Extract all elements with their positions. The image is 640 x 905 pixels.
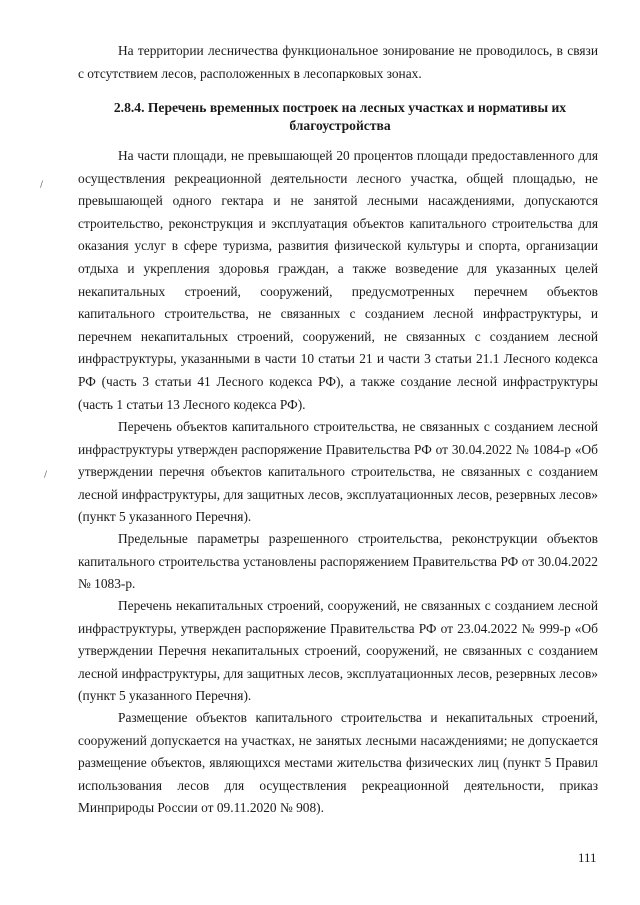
section-heading: 2.8.4. Перечень временных построек на лесных участках и нормативы их благоустройства: [113, 100, 567, 133]
paragraph-placement-rules: Размещение объектов капитального строительства и некапитальных строений, сооружений допускается на участках, не занятых лесными насаждениями; не допускается размещение объектов, являющихся местами жительства физических лиц (пункт 5 Правил использования лесов для осуществления рекреационной деятельности, приказ Минприроды России от 09.11.2020 № 908).: [78, 710, 598, 816]
page-number: 111: [578, 850, 597, 865]
paragraph-noncapital-structures-list: Перечень некапитальных строений, сооружений, не связанных с созданием лесной инфраструктуры, утвержден распоряжение Правительства РФ от 23.04.2022 № 999-р «Об утверждении Перечня некапитальных строений, сооружений, не связанных с созданием лесной инфраструктуры, для защитных лесов, эксплуатационных лесов, резервных лесов» (пункт 5 указанного Перечня).: [78, 598, 598, 704]
paragraph-recreational-construction: На части площади, не превышающей 20 процентов площади предоставленного для осуществления рекреационной деятельности лесного участка, общей площадью, не превышающей одного гектара и не занятой лесными насаждениями, допускаются строительство, реконструкция и эксплуатация объектов капитального строительства для оказания услуг в сфере туризма, развития физической культуры и спорта, организации отдыха и укрепления здоровья граждан, а также возведение для указанных целей некапитальных строений, сооружений, предусмотренных перечнем объектов капитального строительства, не связанных с созданием лесной инфраструктуры, и перечнем некапитальных строений, сооружений, не связанных с созданием лесной инфраструктуры, указанными в части 10 статьи 21 и части 3 статьи 21.1 Лесного кодекса РФ (часть 3 статьи 41 Лесного кодекса РФ), а также создание лесной инфраструктуры (часть 1 статьи 13 Лесного кодекса РФ).: [78, 148, 598, 412]
scan-artifact-mark: /: [40, 180, 44, 190]
intro-paragraph: На территории лесничества функциональное зонирование не проводилось, в связи с отсутствием лесов, расположенных в лесопарковых зонах.: [78, 43, 598, 81]
scan-artifact-mark: /: [44, 470, 48, 480]
paragraph-capital-objects-list: Перечень объектов капитального строительства, не связанных с созданием лесной инфраструктуры утвержден распоряжение Правительства РФ от 30.04.2022 № 1084-р «Об утверждении перечня объектов капитального строительства, не связанных с созданием лесной инфраструктуры, для защитных лесов, эксплуатационных лесов, резервных лесов» (пункт 5 указанного Перечня).: [78, 419, 598, 525]
paragraph-construction-parameters: Предельные параметры разрешенного строительства, реконструкции объектов капитального строительства установлены распоряжением Правительства РФ от 30.04.2022 № 1083-р.: [78, 531, 598, 592]
